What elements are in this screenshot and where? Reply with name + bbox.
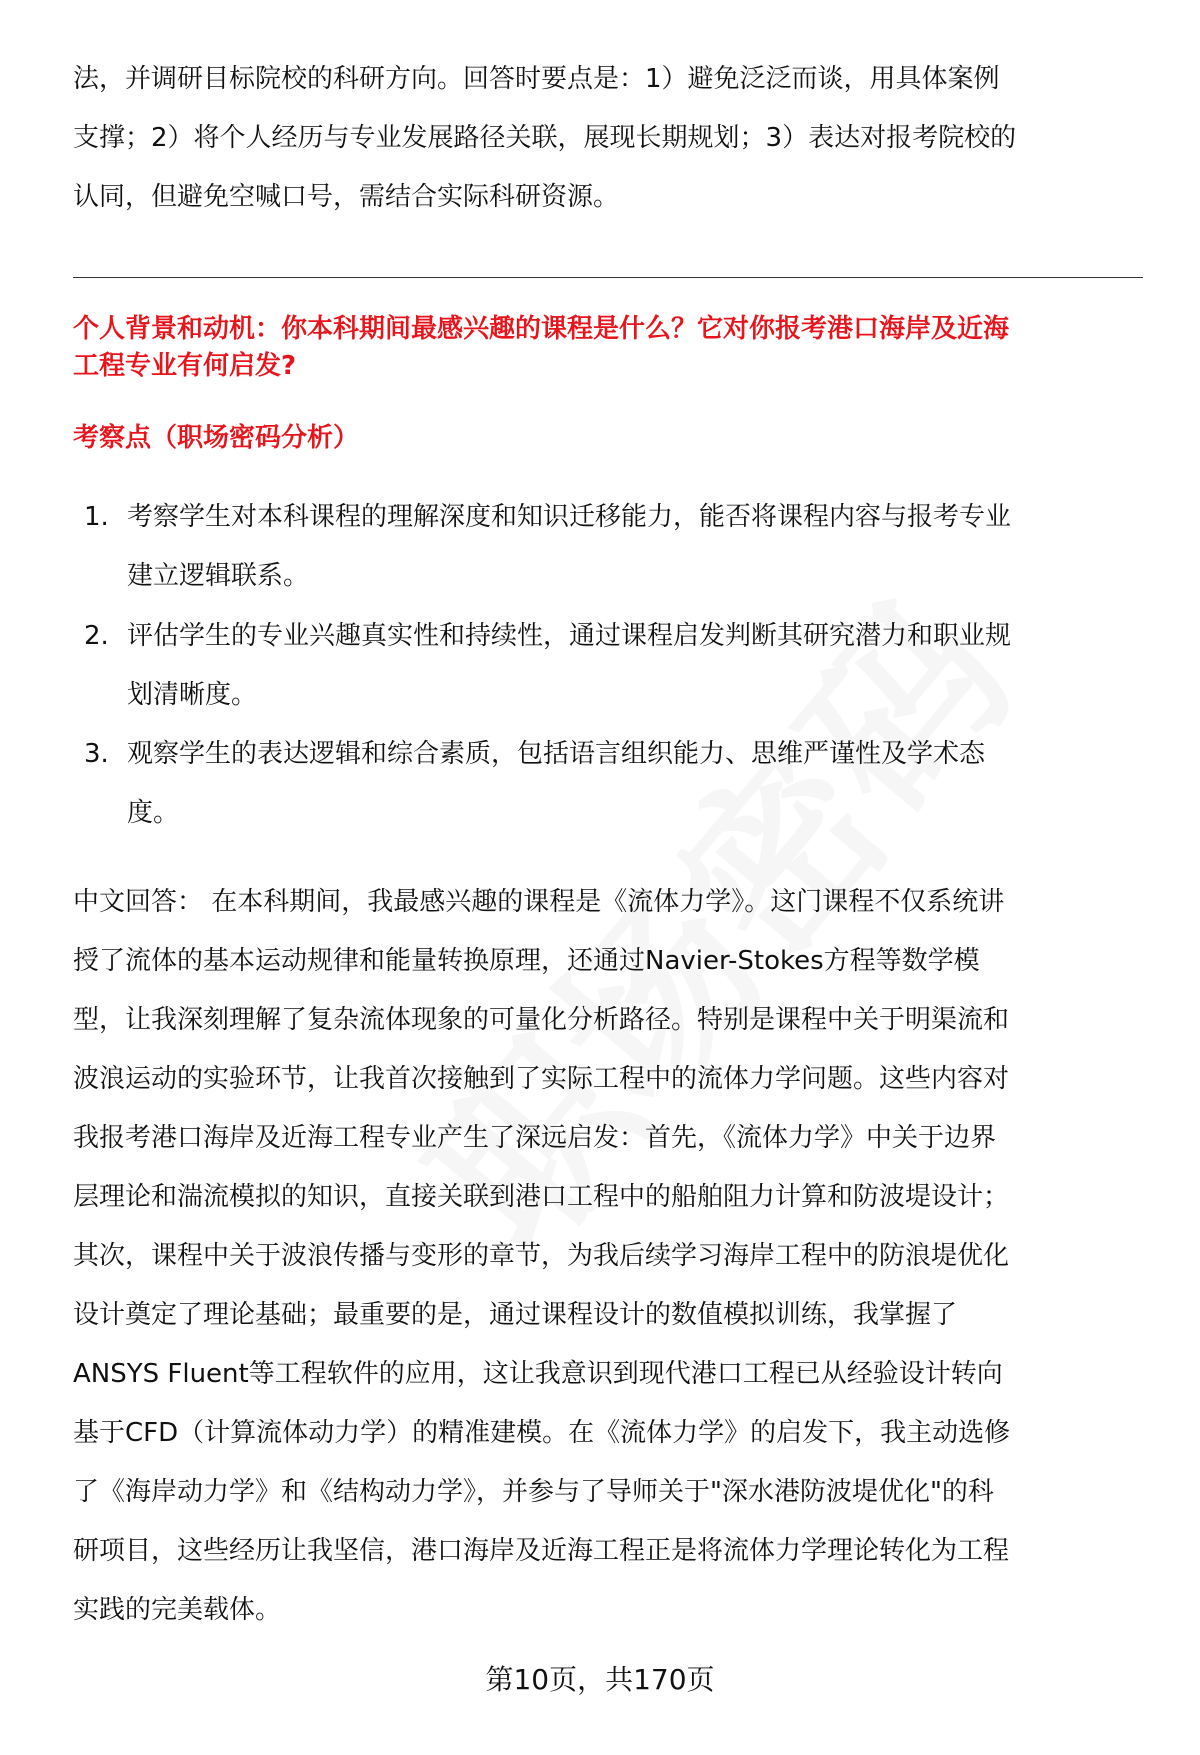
answer-line: 层理论和湍流模拟的知识，直接关联到港口工程中的船舶阻力计算和防波堤设计；: [73, 1182, 1010, 1212]
point-line: 评估学生的专业兴趣真实性和持续性，通过课程启发判断其研究潜力和职业规: [127, 621, 1012, 651]
page-number: 第10页，共170页: [485, 1663, 715, 1696]
text-line: 支撑；2）将个人经历与专业发展路径关联，展现长期规划；3）表达对报考院校的: [73, 123, 1017, 153]
point-number: 2.: [84, 621, 109, 651]
answer-line: 实践的完美载体。: [73, 1595, 282, 1625]
answer-line: 波浪运动的实验环节，让我首次接触到了实际工程中的流体力学问题。这些内容对: [73, 1064, 1010, 1094]
answer-line: 基于CFD（计算流体动力学）的精准建模。在《流体力学》的启发下，我主动选修: [73, 1418, 1011, 1448]
text-line: 法，并调研目标院校的科研方向。回答时要点是：1）避免泛泛而谈，用具体案例: [73, 64, 1000, 94]
point-line: 观察学生的表达逻辑和综合素质，包括语言组织能力、思维严谨性及学术态: [127, 739, 986, 769]
answer-line: 了《海岸动力学》和《结构动力学》，并参与了导师关于"深水港防波堤优化"的科: [73, 1477, 994, 1507]
point-line: 考察学生对本科课程的理解深度和知识迁移能力，能否将课程内容与报考专业: [127, 502, 1012, 532]
answer-line: 中文回答： 在本科期间，我最感兴趣的课程是《流体力学》。这门课程不仅系统讲: [73, 887, 1005, 917]
answer-line: 我报考港口海岸及近海工程专业产生了深远启发：首先，《流体力学》中关于边界: [73, 1123, 997, 1153]
point-line: 度。: [127, 798, 180, 828]
answer-line: 授了流体的基本运动规律和能量转换原理，还通过Navier-Stokes方程等数学模: [73, 946, 980, 976]
answer-line: 其次，课程中关于波浪传播与变形的章节，为我后续学习海岸工程中的防浪堤优化: [73, 1241, 1010, 1271]
point-line: 建立逻辑联系。: [127, 561, 310, 591]
answer-line: 设计奠定了理论基础；最重要的是，通过课程设计的数值模拟训练，我掌握了: [73, 1300, 958, 1330]
answer-line: 型，让我深刻理解了复杂流体现象的可量化分析路径。特别是课程中关于明渠流和: [73, 1005, 1010, 1035]
point-number: 3.: [84, 739, 109, 769]
question-line: 个人背景和动机：你本科期间最感兴趣的课程是什么？它对你报考港口海岸及近海: [73, 314, 1010, 344]
divider: [73, 277, 1143, 278]
text-line: 认同，但避免空喊口号，需结合实际科研资源。: [73, 182, 620, 212]
section-title: 考察点（职场密码分析）: [73, 423, 360, 453]
question-line: 工程专业有何启发?: [73, 351, 297, 381]
answer-line: 研项目，这些经历让我坚信，港口海岸及近海工程正是将流体力学理论转化为工程: [73, 1536, 1010, 1566]
point-line: 划清晰度。: [127, 680, 258, 710]
point-number: 1.: [84, 502, 109, 532]
answer-line: ANSYS Fluent等工程软件的应用，这让我意识到现代港口工程已从经验设计转向: [73, 1359, 1003, 1389]
